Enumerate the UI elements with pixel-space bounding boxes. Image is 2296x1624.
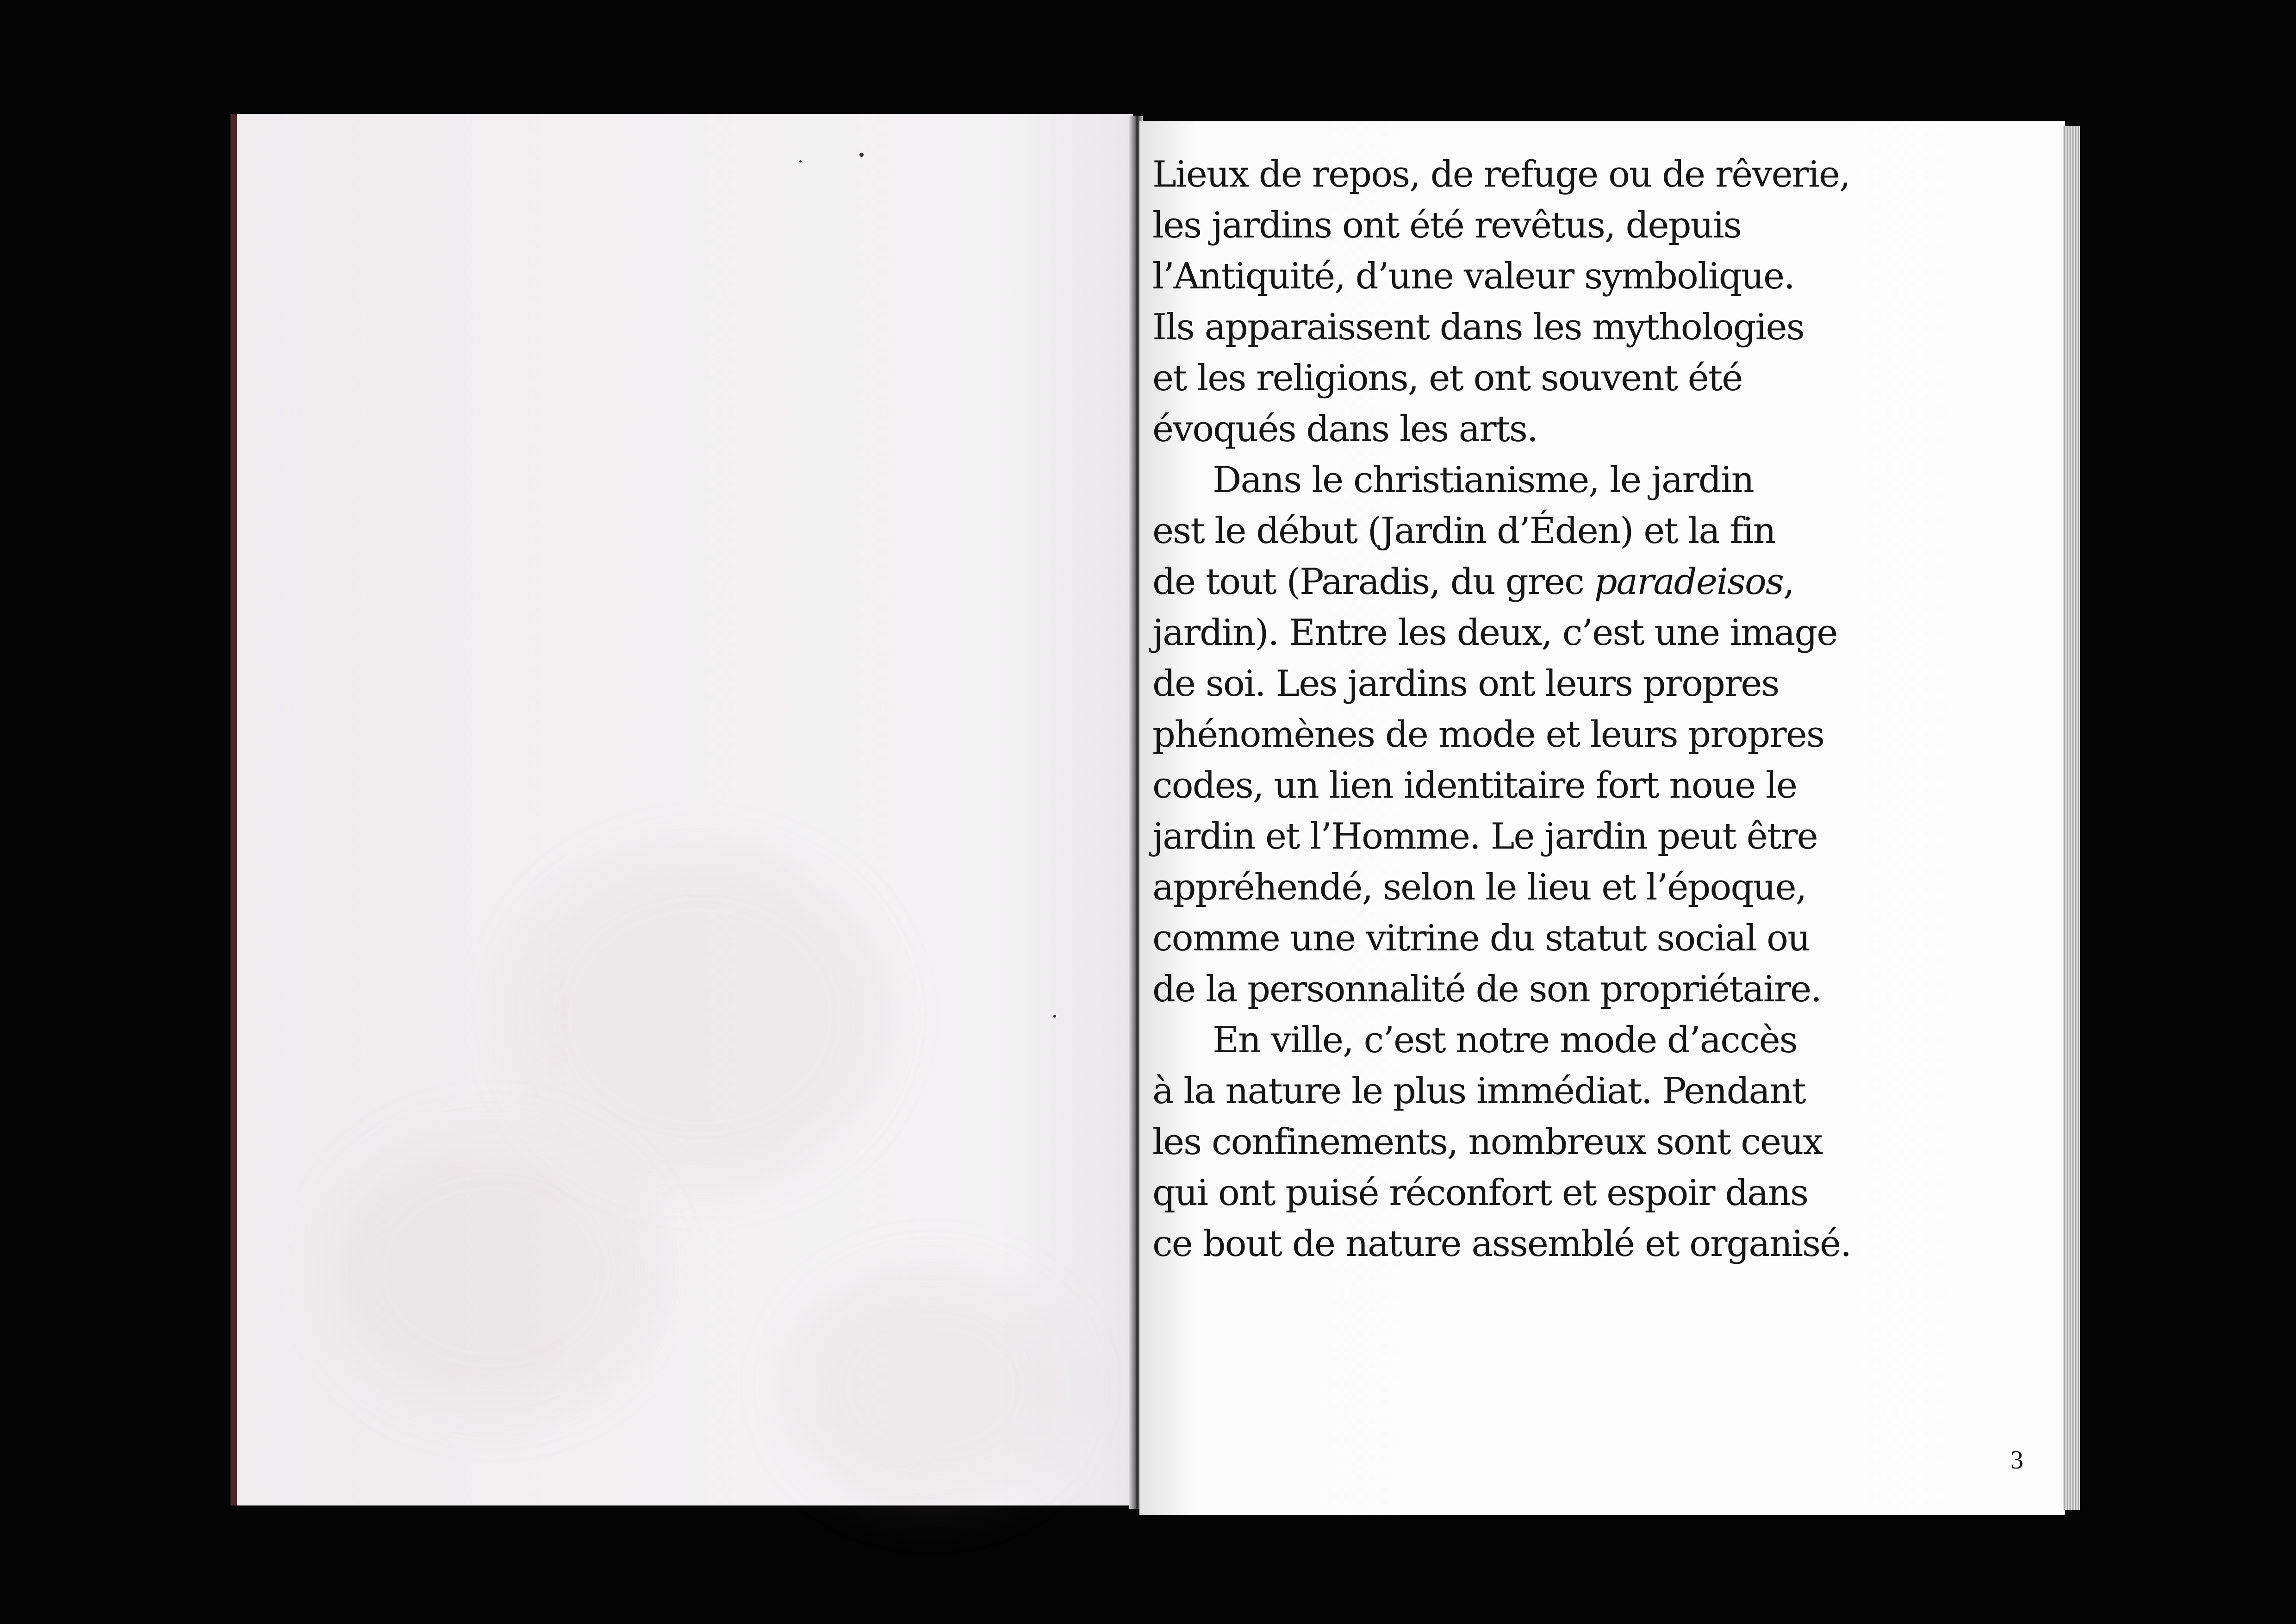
- text-line: qui ont puisé réconfort et espoir dans: [1152, 1172, 1808, 1214]
- left-page-showthrough-blot: [330, 1132, 653, 1410]
- text-line: les confinements, nombreux sont ceux: [1152, 1121, 1823, 1163]
- text-line: codes, un lien identitaire fort noue le: [1152, 765, 1797, 806]
- text-line: et les religions, et ont souvent été: [1152, 357, 1742, 399]
- left-page-showthrough-blot: [792, 1271, 1070, 1503]
- text-line: l’Antiquité, d’une valeur symbolique.: [1152, 256, 1794, 297]
- text-line: appréhendé, selon le lieu et l’époque,: [1152, 867, 1806, 908]
- text-line: ce bout de nature assemblé et organisé.: [1152, 1223, 1851, 1265]
- page-number: 3: [2010, 1446, 2023, 1474]
- page-block-edge: [2063, 126, 2080, 1510]
- text-line: de la personnalité de son propriétaire.: [1152, 968, 1822, 1010]
- text-line: évoqués dans les arts.: [1152, 408, 1537, 450]
- right-page: [1139, 121, 2065, 1515]
- text-line-with-italic: [1152, 556, 1939, 607]
- text-line: En ville, c’est notre mode d’accès: [1213, 1019, 1797, 1061]
- text-line: à la nature le plus immédiat. Pendant: [1152, 1070, 1805, 1112]
- text-segment: ,: [1783, 561, 1794, 603]
- text-line: jardin et l’Homme. Le jardin peut être: [1152, 816, 1817, 857]
- left-page-showthrough-blot: [515, 855, 885, 1179]
- text-line: jardin). Entre les deux, c’est une image: [1152, 612, 1837, 654]
- text-line: Lieux de repos, de refuge ou de rêverie,: [1152, 154, 1850, 195]
- text-line: Ils apparaissent dans les mythologies: [1152, 306, 1804, 348]
- text-line: comme une vitrine du statut social ou: [1152, 918, 1810, 959]
- text-line: les jardins ont été revêtus, depuis: [1152, 205, 1741, 246]
- text-line: phénomènes de mode et leurs propres: [1152, 714, 1824, 756]
- text-segment: de tout (Paradis, du grec: [1152, 561, 1594, 603]
- left-page: [230, 114, 1133, 1505]
- text-line: Dans le christianisme, le jardin: [1213, 459, 1754, 501]
- text-line: de soi. Les jardins ont leurs propres: [1152, 663, 1779, 705]
- paper-speck: [799, 160, 802, 162]
- paper-speck: [859, 153, 864, 157]
- body-text: [1152, 149, 1939, 1269]
- italic-word: paradeisos: [1594, 561, 1783, 603]
- paper-speck: [1053, 1015, 1056, 1018]
- text-line: est le début (Jardin d’Éden) et la fin: [1152, 510, 1775, 552]
